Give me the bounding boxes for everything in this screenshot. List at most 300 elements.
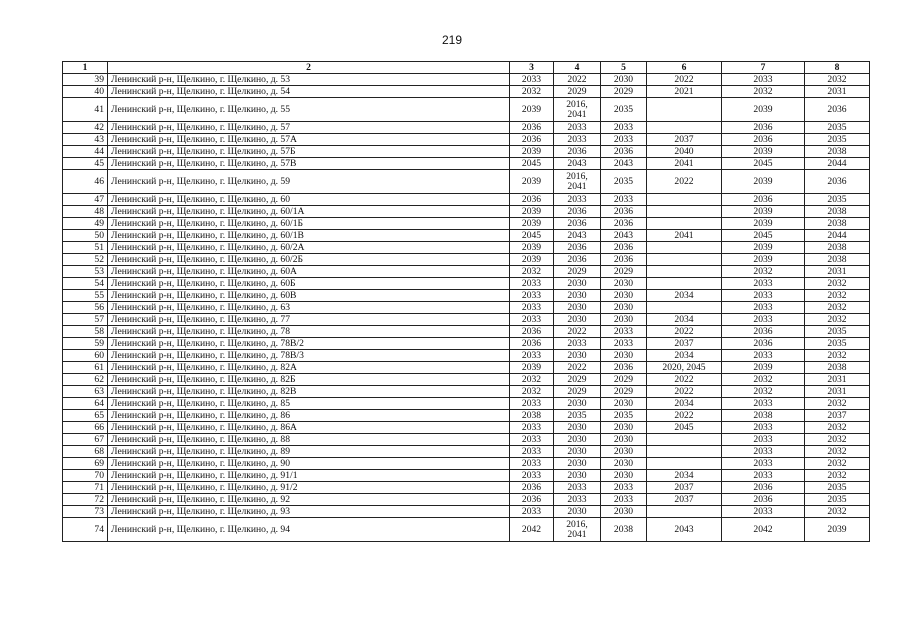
address-cell: Ленинский р-н, Щелкино, г. Щелкино, д. 57 (108, 122, 510, 134)
cell-col-4: 2016, 2041 (554, 518, 601, 542)
cell-col-7: 2039 (722, 146, 805, 158)
address-cell: Ленинский р-н, Щелкино, г. Щелкино, д. 60/2Б (108, 254, 510, 266)
cell-col-5: 2030 (601, 278, 647, 290)
table-row (63, 434, 870, 446)
cell-col-5: 2030 (601, 434, 647, 446)
cell-col-5: 2036 (601, 218, 647, 230)
cell-col-4: 2036 (554, 254, 601, 266)
cell-col-3: 2036 (510, 338, 554, 350)
cell-col-3: 2032 (510, 266, 554, 278)
cell-col-6: 2037 (647, 134, 722, 146)
cell-col-4: 2035 (554, 410, 601, 422)
cell-col-6 (647, 302, 722, 314)
cell-col-4: 2030 (554, 278, 601, 290)
cell-col-3: 2038 (510, 410, 554, 422)
cell-col-3: 2033 (510, 506, 554, 518)
cell-col-8: 2044 (805, 158, 870, 170)
column-header: 3 (510, 62, 554, 74)
cell-col-3: 2033 (510, 398, 554, 410)
cell-col-3: 2033 (510, 314, 554, 326)
cell-col-7: 2033 (722, 290, 805, 302)
cell-col-6: 2041 (647, 158, 722, 170)
cell-col-3: 2033 (510, 302, 554, 314)
cell-col-4: 2030 (554, 434, 601, 446)
cell-col-4: 2030 (554, 470, 601, 482)
cell-col-4: 2033 (554, 338, 601, 350)
cell-col-8: 2044 (805, 230, 870, 242)
cell-col-8: 2035 (805, 326, 870, 338)
table-row (63, 134, 870, 146)
cell-col-7: 2032 (722, 86, 805, 98)
row-number-cell: 61 (63, 362, 108, 374)
cell-col-8: 2035 (805, 194, 870, 206)
cell-col-8: 2038 (805, 362, 870, 374)
cell-col-7: 2032 (722, 386, 805, 398)
cell-col-7: 2036 (722, 482, 805, 494)
cell-col-5: 2033 (601, 326, 647, 338)
table-row (63, 374, 870, 386)
cell-col-8: 2038 (805, 218, 870, 230)
cell-col-8: 2032 (805, 398, 870, 410)
cell-col-4: 2029 (554, 86, 601, 98)
address-cell: Ленинский р-н, Щелкино, г. Щелкино, д. 90 (108, 458, 510, 470)
row-number-cell: 41 (63, 98, 108, 122)
column-header: 5 (601, 62, 647, 74)
cell-col-5: 2033 (601, 482, 647, 494)
cell-col-5: 2035 (601, 410, 647, 422)
housing-register-table (62, 61, 870, 542)
cell-col-4: 2030 (554, 398, 601, 410)
table-row (63, 302, 870, 314)
table-row (63, 290, 870, 302)
cell-col-8: 2035 (805, 122, 870, 134)
address-cell: Ленинский р-н, Щелкино, г. Щелкино, д. 60/1В (108, 230, 510, 242)
cell-col-6 (647, 98, 722, 122)
cell-col-7: 2045 (722, 230, 805, 242)
column-header: 4 (554, 62, 601, 74)
cell-col-8: 2031 (805, 86, 870, 98)
address-cell: Ленинский р-н, Щелкино, г. Щелкино, д. 60/2А (108, 242, 510, 254)
address-cell: Ленинский р-н, Щелкино, г. Щелкино, д. 86 (108, 410, 510, 422)
cell-col-6 (647, 206, 722, 218)
cell-col-3: 2033 (510, 278, 554, 290)
address-cell: Ленинский р-н, Щелкино, г. Щелкино, д. 94 (108, 518, 510, 542)
cell-col-7: 2033 (722, 506, 805, 518)
cell-col-5: 2043 (601, 158, 647, 170)
row-number-cell: 71 (63, 482, 108, 494)
cell-col-4: 2030 (554, 506, 601, 518)
cell-col-7: 2033 (722, 398, 805, 410)
cell-col-7: 2036 (722, 134, 805, 146)
cell-col-3: 2039 (510, 218, 554, 230)
table-row (63, 230, 870, 242)
cell-col-3: 2039 (510, 242, 554, 254)
cell-col-6: 2043 (647, 518, 722, 542)
cell-col-5: 2029 (601, 386, 647, 398)
cell-col-6: 2022 (647, 374, 722, 386)
cell-col-4: 2016, 2041 (554, 98, 601, 122)
cell-col-8: 2032 (805, 350, 870, 362)
cell-col-6 (647, 266, 722, 278)
address-cell: Ленинский р-н, Щелкино, г. Щелкино, д. 63 (108, 302, 510, 314)
cell-col-6: 2022 (647, 386, 722, 398)
cell-col-6 (647, 194, 722, 206)
address-cell: Ленинский р-н, Щелкино, г. Щелкино, д. 92 (108, 494, 510, 506)
address-cell: Ленинский р-н, Щелкино, г. Щелкино, д. 88 (108, 434, 510, 446)
cell-col-5: 2030 (601, 350, 647, 362)
cell-col-8: 2038 (805, 146, 870, 158)
cell-col-6: 2034 (647, 350, 722, 362)
cell-col-7: 2032 (722, 266, 805, 278)
table-body (63, 74, 870, 542)
cell-col-5: 2033 (601, 494, 647, 506)
address-cell: Ленинский р-н, Щелкино, г. Щелкино, д. 60 (108, 194, 510, 206)
row-number-cell: 62 (63, 374, 108, 386)
table-row (63, 338, 870, 350)
cell-col-4: 2030 (554, 446, 601, 458)
cell-col-8: 2035 (805, 482, 870, 494)
cell-col-8: 2032 (805, 458, 870, 470)
cell-col-3: 2033 (510, 470, 554, 482)
row-number-cell: 66 (63, 422, 108, 434)
address-cell: Ленинский р-н, Щелкино, г. Щелкино, д. 60В (108, 290, 510, 302)
cell-col-6: 2022 (647, 410, 722, 422)
row-number-cell: 63 (63, 386, 108, 398)
cell-col-5: 2035 (601, 170, 647, 194)
cell-col-6: 2045 (647, 422, 722, 434)
address-cell: Ленинский р-н, Щелкино, г. Щелкино, д. 85 (108, 398, 510, 410)
cell-col-3: 2036 (510, 134, 554, 146)
cell-col-3: 2033 (510, 350, 554, 362)
table-row (63, 470, 870, 482)
cell-col-4: 2022 (554, 326, 601, 338)
cell-col-4: 2030 (554, 290, 601, 302)
cell-col-5: 2036 (601, 206, 647, 218)
cell-col-3: 2032 (510, 374, 554, 386)
cell-col-5: 2030 (601, 422, 647, 434)
row-number-cell: 50 (63, 230, 108, 242)
cell-col-4: 2036 (554, 242, 601, 254)
cell-col-4: 2036 (554, 146, 601, 158)
table-row (63, 254, 870, 266)
cell-col-3: 2033 (510, 458, 554, 470)
address-cell: Ленинский р-н, Щелкино, г. Щелкино, д. 91/1 (108, 470, 510, 482)
cell-col-7: 2039 (722, 98, 805, 122)
cell-col-6: 2037 (647, 338, 722, 350)
cell-col-4: 2036 (554, 206, 601, 218)
cell-col-5: 2030 (601, 506, 647, 518)
cell-col-3: 2033 (510, 446, 554, 458)
address-cell: Ленинский р-н, Щелкино, г. Щелкино, д. 57Б (108, 146, 510, 158)
cell-col-8: 2035 (805, 134, 870, 146)
cell-col-7: 2036 (722, 494, 805, 506)
row-number-cell: 49 (63, 218, 108, 230)
table-row (63, 266, 870, 278)
table-row (63, 446, 870, 458)
row-number-cell: 72 (63, 494, 108, 506)
cell-col-4: 2022 (554, 362, 601, 374)
address-cell: Ленинский р-н, Щелкино, г. Щелкино, д. 82Б (108, 374, 510, 386)
table-row (63, 218, 870, 230)
cell-col-8: 2036 (805, 98, 870, 122)
address-cell: Ленинский р-н, Щелкино, г. Щелкино, д. 82В (108, 386, 510, 398)
address-cell: Ленинский р-н, Щелкино, г. Щелкино, д. 89 (108, 446, 510, 458)
cell-col-3: 2039 (510, 146, 554, 158)
cell-col-4: 2030 (554, 302, 601, 314)
cell-col-8: 2032 (805, 422, 870, 434)
address-cell: Ленинский р-н, Щелкино, г. Щелкино, д. 86А (108, 422, 510, 434)
cell-col-4: 2030 (554, 314, 601, 326)
cell-col-3: 2036 (510, 194, 554, 206)
cell-col-3: 2039 (510, 206, 554, 218)
cell-col-5: 2038 (601, 518, 647, 542)
cell-col-3: 2033 (510, 290, 554, 302)
address-cell: Ленинский р-н, Щелкино, г. Щелкино, д. 78В/3 (108, 350, 510, 362)
cell-col-8: 2038 (805, 254, 870, 266)
row-number-cell: 51 (63, 242, 108, 254)
cell-col-3: 2033 (510, 434, 554, 446)
cell-col-3: 2039 (510, 362, 554, 374)
cell-col-7: 2036 (722, 122, 805, 134)
cell-col-4: 2029 (554, 374, 601, 386)
table-row (63, 422, 870, 434)
column-header: 8 (805, 62, 870, 74)
cell-col-3: 2033 (510, 74, 554, 86)
cell-col-5: 2033 (601, 134, 647, 146)
cell-col-3: 2036 (510, 494, 554, 506)
cell-col-5: 2036 (601, 146, 647, 158)
cell-col-7: 2039 (722, 170, 805, 194)
cell-col-7: 2033 (722, 446, 805, 458)
cell-col-3: 2039 (510, 254, 554, 266)
row-number-cell: 53 (63, 266, 108, 278)
cell-col-3: 2045 (510, 230, 554, 242)
cell-col-5: 2030 (601, 302, 647, 314)
row-number-cell: 52 (63, 254, 108, 266)
cell-col-3: 2032 (510, 86, 554, 98)
table-row (63, 326, 870, 338)
address-cell: Ленинский р-н, Щелкино, г. Щелкино, д. 78В/2 (108, 338, 510, 350)
cell-col-6: 2022 (647, 170, 722, 194)
address-cell: Ленинский р-н, Щелкино, г. Щелкино, д. 60/1Б (108, 218, 510, 230)
cell-col-8: 2031 (805, 374, 870, 386)
cell-col-4: 2016, 2041 (554, 170, 601, 194)
cell-col-5: 2036 (601, 242, 647, 254)
row-number-cell: 65 (63, 410, 108, 422)
row-number-cell: 56 (63, 302, 108, 314)
address-cell: Ленинский р-н, Щелкино, г. Щелкино, д. 59 (108, 170, 510, 194)
row-number-cell: 44 (63, 146, 108, 158)
cell-col-5: 2029 (601, 374, 647, 386)
cell-col-7: 2039 (722, 242, 805, 254)
cell-col-8: 2032 (805, 446, 870, 458)
cell-col-3: 2039 (510, 98, 554, 122)
cell-col-8: 2031 (805, 266, 870, 278)
cell-col-5: 2029 (601, 86, 647, 98)
address-cell: Ленинский р-н, Щелкино, г. Щелкино, д. 91/2 (108, 482, 510, 494)
cell-col-8: 2031 (805, 386, 870, 398)
row-number-cell: 42 (63, 122, 108, 134)
table-row (63, 74, 870, 86)
cell-col-3: 2045 (510, 158, 554, 170)
cell-col-7: 2033 (722, 74, 805, 86)
table-row (63, 98, 870, 122)
row-number-cell: 39 (63, 74, 108, 86)
cell-col-8: 2032 (805, 434, 870, 446)
cell-col-4: 2043 (554, 158, 601, 170)
cell-col-6: 2037 (647, 494, 722, 506)
table-row (63, 410, 870, 422)
cell-col-6: 2040 (647, 146, 722, 158)
row-number-cell: 67 (63, 434, 108, 446)
cell-col-7: 2036 (722, 338, 805, 350)
cell-col-7: 2042 (722, 518, 805, 542)
cell-col-8: 2037 (805, 410, 870, 422)
cell-col-6 (647, 506, 722, 518)
cell-col-6: 2034 (647, 470, 722, 482)
cell-col-7: 2038 (722, 410, 805, 422)
cell-col-6: 2021 (647, 86, 722, 98)
cell-col-6 (647, 242, 722, 254)
cell-col-8: 2032 (805, 302, 870, 314)
cell-col-5: 2030 (601, 74, 647, 86)
address-cell: Ленинский р-н, Щелкино, г. Щелкино, д. 60/1А (108, 206, 510, 218)
cell-col-6 (647, 446, 722, 458)
row-number-cell: 48 (63, 206, 108, 218)
cell-col-3: 2033 (510, 422, 554, 434)
cell-col-8: 2032 (805, 506, 870, 518)
page-number: 219 (441, 33, 463, 47)
row-number-cell: 70 (63, 470, 108, 482)
cell-col-7: 2045 (722, 158, 805, 170)
cell-col-6: 2041 (647, 230, 722, 242)
column-header: 1 (63, 62, 108, 74)
cell-col-8: 2035 (805, 338, 870, 350)
cell-col-3: 2036 (510, 482, 554, 494)
cell-col-5: 2033 (601, 338, 647, 350)
column-header: 7 (722, 62, 805, 74)
address-cell: Ленинский р-н, Щелкино, г. Щелкино, д. 53 (108, 74, 510, 86)
row-number-cell: 64 (63, 398, 108, 410)
row-number-cell: 54 (63, 278, 108, 290)
table-row (63, 494, 870, 506)
cell-col-5: 2030 (601, 446, 647, 458)
table-row (63, 122, 870, 134)
cell-col-8: 2032 (805, 74, 870, 86)
cell-col-7: 2033 (722, 458, 805, 470)
cell-col-7: 2033 (722, 434, 805, 446)
address-cell: Ленинский р-н, Щелкино, г. Щелкино, д. 57А (108, 134, 510, 146)
cell-col-7: 2033 (722, 350, 805, 362)
cell-col-7: 2039 (722, 206, 805, 218)
table-row (63, 350, 870, 362)
cell-col-7: 2033 (722, 470, 805, 482)
row-number-cell: 74 (63, 518, 108, 542)
cell-col-4: 2033 (554, 122, 601, 134)
cell-col-8: 2038 (805, 206, 870, 218)
cell-col-5: 2030 (601, 290, 647, 302)
cell-col-5: 2033 (601, 122, 647, 134)
address-cell: Ленинский р-н, Щелкино, г. Щелкино, д. 57В (108, 158, 510, 170)
cell-col-5: 2033 (601, 194, 647, 206)
cell-col-5: 2035 (601, 98, 647, 122)
cell-col-4: 2029 (554, 386, 601, 398)
row-number-cell: 57 (63, 314, 108, 326)
address-cell: Ленинский р-н, Щелкино, г. Щелкино, д. 60Б (108, 278, 510, 290)
cell-col-7: 2032 (722, 374, 805, 386)
cell-col-8: 2039 (805, 518, 870, 542)
cell-col-8: 2032 (805, 314, 870, 326)
cell-col-5: 2043 (601, 230, 647, 242)
cell-col-8: 2035 (805, 494, 870, 506)
row-number-cell: 55 (63, 290, 108, 302)
address-cell: Ленинский р-н, Щелкино, г. Щелкино, д. 55 (108, 98, 510, 122)
cell-col-8: 2038 (805, 242, 870, 254)
cell-col-3: 2036 (510, 122, 554, 134)
table-row (63, 206, 870, 218)
table-row (63, 482, 870, 494)
cell-col-7: 2033 (722, 422, 805, 434)
address-cell: Ленинский р-н, Щелкино, г. Щелкино, д. 77 (108, 314, 510, 326)
cell-col-5: 2030 (601, 398, 647, 410)
cell-col-6 (647, 254, 722, 266)
table-row (63, 242, 870, 254)
cell-col-6 (647, 122, 722, 134)
cell-col-4: 2030 (554, 422, 601, 434)
cell-col-7: 2039 (722, 362, 805, 374)
address-cell: Ленинский р-н, Щелкино, г. Щелкино, д. 93 (108, 506, 510, 518)
cell-col-8: 2032 (805, 290, 870, 302)
row-number-cell: 45 (63, 158, 108, 170)
cell-col-5: 2029 (601, 266, 647, 278)
row-number-cell: 60 (63, 350, 108, 362)
row-number-cell: 59 (63, 338, 108, 350)
cell-col-7: 2033 (722, 278, 805, 290)
row-number-cell: 69 (63, 458, 108, 470)
row-number-cell: 47 (63, 194, 108, 206)
cell-col-5: 2030 (601, 458, 647, 470)
cell-col-4: 2033 (554, 482, 601, 494)
table-row (63, 458, 870, 470)
table-row (63, 386, 870, 398)
row-number-cell: 58 (63, 326, 108, 338)
cell-col-4: 2030 (554, 350, 601, 362)
cell-col-6: 2034 (647, 314, 722, 326)
cell-col-4: 2043 (554, 230, 601, 242)
table-row (63, 170, 870, 194)
address-cell: Ленинский р-н, Щелкино, г. Щелкино, д. 54 (108, 86, 510, 98)
table-row (63, 398, 870, 410)
cell-col-4: 2030 (554, 458, 601, 470)
cell-col-7: 2036 (722, 326, 805, 338)
cell-col-6: 2037 (647, 482, 722, 494)
row-number-cell: 40 (63, 86, 108, 98)
cell-col-5: 2036 (601, 362, 647, 374)
cell-col-6 (647, 218, 722, 230)
cell-col-6 (647, 434, 722, 446)
cell-col-6: 2022 (647, 326, 722, 338)
cell-col-4: 2033 (554, 134, 601, 146)
cell-col-4: 2029 (554, 266, 601, 278)
cell-col-4: 2033 (554, 194, 601, 206)
cell-col-6: 2034 (647, 398, 722, 410)
cell-col-3: 2036 (510, 326, 554, 338)
address-cell: Ленинский р-н, Щелкино, г. Щелкино, д. 78 (108, 326, 510, 338)
cell-col-7: 2036 (722, 194, 805, 206)
cell-col-4: 2036 (554, 218, 601, 230)
row-number-cell: 73 (63, 506, 108, 518)
cell-col-6: 2022 (647, 74, 722, 86)
